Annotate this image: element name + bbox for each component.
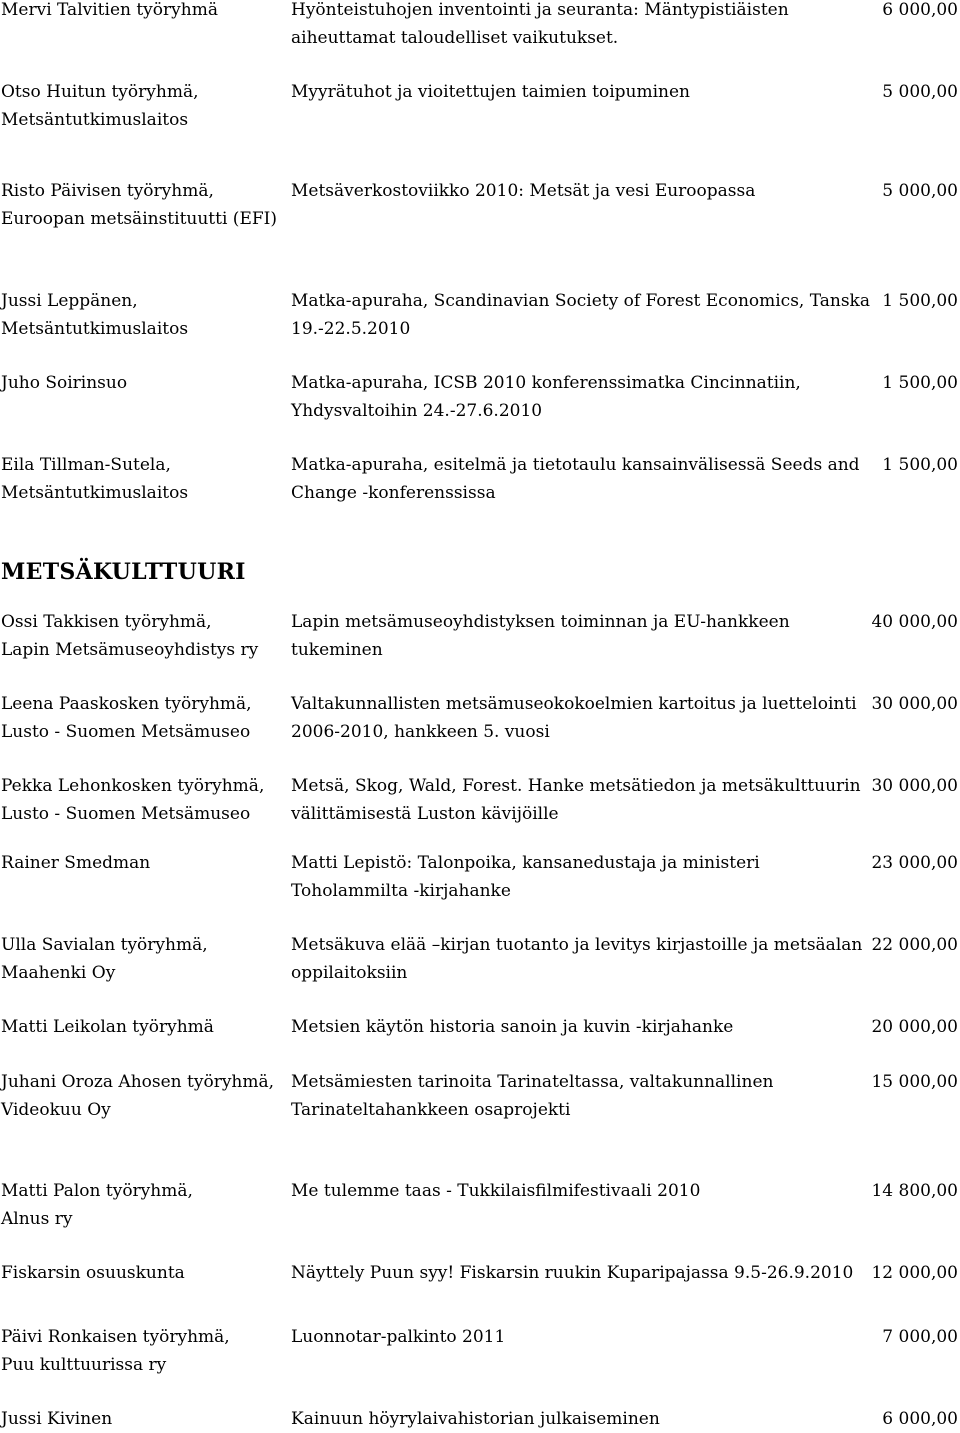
recipient-line: Pekka Lehonkosken työryhmä, xyxy=(1,776,265,796)
project-line: Yhdysvaltoihin 24.-27.6.2010 xyxy=(291,401,543,421)
recipient xyxy=(1,1259,283,1287)
project xyxy=(291,287,870,343)
recipient-line: Eila Tillman-Sutela, xyxy=(1,455,171,475)
project-line: Tarinateltahankkeen osaprojekti xyxy=(291,1100,571,1120)
recipient-line: Rainer Smedman xyxy=(1,853,151,873)
recipient-line: Lapin Metsämuseoyhdistys ry xyxy=(1,640,259,660)
recipient-line: Otso Huitun työryhmä, xyxy=(1,82,199,102)
project-line: Myyrätuhot ja vioitettujen taimien toipuminen xyxy=(291,82,691,102)
recipient xyxy=(1,772,283,828)
grant-amount: 14 800,00 xyxy=(871,1181,958,1201)
recipient-line: Maahenki Oy xyxy=(1,963,116,983)
project xyxy=(291,772,861,828)
grant-amount: 15 000,00 xyxy=(871,1072,958,1092)
recipient-line: Puu kulttuurissa ry xyxy=(1,1355,167,1375)
grant-amount: 1 500,00 xyxy=(882,455,958,475)
recipient-line: Videokuu Oy xyxy=(1,1100,111,1120)
project xyxy=(291,0,846,52)
project-line: välittämisestä Luston kävijöille xyxy=(291,804,559,824)
project xyxy=(291,369,846,425)
project-line: Näyttely Puun syy! Fiskarsin ruukin Kuparipajassa 9.5-26.9.2010 xyxy=(291,1263,854,1283)
project-line: Me tulemme taas - Tukkilaisfilmifestivaali 2010 xyxy=(291,1181,701,1201)
section-heading: METSÄKULTTUURI xyxy=(1,559,246,585)
recipient-line: Alnus ry xyxy=(1,1209,73,1229)
grant-amount: 20 000,00 xyxy=(871,1017,958,1037)
recipient-line: Ossi Takkisen työryhmä, xyxy=(1,612,212,632)
project-line: Lapin metsämuseoyhdistyksen toiminnan ja EU-hankkeen xyxy=(291,612,790,632)
recipient-line: Euroopan metsäinstituutti (EFI) xyxy=(1,209,277,229)
project-line: Matka-apuraha, esitelmä ja tietotaulu kansainvälisessä Seeds and xyxy=(291,455,860,475)
grant-amount: 7 000,00 xyxy=(882,1327,958,1347)
recipient-line: Päivi Ronkaisen työryhmä, xyxy=(1,1327,230,1347)
recipient xyxy=(1,1177,283,1233)
project-line: Hyönteistuhojen inventointi ja seuranta: Mäntypistiäisten xyxy=(291,0,789,20)
project xyxy=(291,849,846,905)
recipient xyxy=(1,690,283,746)
recipient-line: Jussi Leppänen, xyxy=(1,291,138,311)
grant-amount: 1 500,00 xyxy=(882,373,958,393)
project xyxy=(291,1259,854,1287)
project-line: Matka-apuraha, ICSB 2010 konferenssimatka Cincinnatiin, xyxy=(291,373,801,393)
project-line: 19.-22.5.2010 xyxy=(291,319,411,339)
project xyxy=(291,451,860,507)
grant-amount: 6 000,00 xyxy=(882,0,958,20)
recipient-line: Juho Soirinsuo xyxy=(1,373,128,393)
recipient-line: Metsäntutkimuslaitos xyxy=(1,483,189,503)
project xyxy=(291,177,846,205)
recipient xyxy=(1,849,283,877)
project xyxy=(291,608,846,664)
recipient-line: Matti Palon työryhmä, xyxy=(1,1181,193,1201)
project-line: Matti Lepistö: Talonpoika, kansanedustaja ja ministeri xyxy=(291,853,760,873)
grant-amount: 30 000,00 xyxy=(871,776,958,796)
recipient xyxy=(1,1405,283,1433)
recipient-line: Risto Päivisen työryhmä, xyxy=(1,181,214,201)
recipient xyxy=(1,0,283,24)
project xyxy=(291,1068,846,1124)
grant-amount: 30 000,00 xyxy=(871,694,958,714)
recipient-line: Metsäntutkimuslaitos xyxy=(1,319,189,339)
project xyxy=(291,1323,846,1351)
project-line: Valtakunnallisten metsämuseokokoelmien kartoitus ja luettelointi xyxy=(291,694,857,714)
recipient-line: Mervi Talvitien työryhmä xyxy=(1,0,218,20)
project-line: Toholammilta -kirjahanke xyxy=(291,881,511,901)
recipient-line: Matti Leikolan työryhmä xyxy=(1,1017,214,1037)
recipient xyxy=(1,1323,283,1379)
grant-amount: 22 000,00 xyxy=(871,935,958,955)
recipient-line: Lusto - Suomen Metsämuseo xyxy=(1,722,251,742)
recipient-line: Metsäntutkimuslaitos xyxy=(1,110,189,130)
recipient xyxy=(1,287,283,343)
project-line: tukeminen xyxy=(291,640,383,660)
grant-amount: 5 000,00 xyxy=(882,181,958,201)
recipient xyxy=(1,608,283,664)
project xyxy=(291,1405,846,1433)
project-line: Kainuun höyrylaivahistorian julkaiseminen xyxy=(291,1409,660,1429)
recipient xyxy=(1,1068,283,1124)
project-line: Metsäverkostoviikko 2010: Metsät ja vesi Euroopassa xyxy=(291,181,756,201)
grant-amount: 5 000,00 xyxy=(882,82,958,102)
recipient-line: Leena Paaskosken työryhmä, xyxy=(1,694,252,714)
project-line: aiheuttamat taloudelliset vaikutukset. xyxy=(291,28,619,48)
recipient-line: Ulla Savialan työryhmä, xyxy=(1,935,208,955)
project-line: 2006-2010, hankkeen 5. vuosi xyxy=(291,722,550,742)
recipient-line: Juhani Oroza Ahosen työryhmä, xyxy=(1,1072,275,1092)
project xyxy=(291,1013,846,1041)
project xyxy=(291,1177,846,1205)
project-line: Matka-apuraha, Scandinavian Society of Forest Economics, Tanska xyxy=(291,291,870,311)
project-line: Change -konferenssissa xyxy=(291,483,496,503)
recipient xyxy=(1,451,283,507)
project-line: oppilaitoksiin xyxy=(291,963,408,983)
recipient xyxy=(1,1013,283,1041)
project xyxy=(291,931,863,987)
recipient-line: Fiskarsin osuuskunta xyxy=(1,1263,185,1283)
recipient xyxy=(1,177,283,233)
project-line: Metsien käytön historia sanoin ja kuvin -kirjahanke xyxy=(291,1017,734,1037)
project-line: Luonnotar-palkinto 2011 xyxy=(291,1327,506,1347)
project-line: Metsäkuva elää –kirjan tuotanto ja levitys kirjastoille ja metsäalan xyxy=(291,935,863,955)
recipient xyxy=(1,369,283,397)
grant-amount: 1 500,00 xyxy=(882,291,958,311)
recipient xyxy=(1,931,283,987)
recipient-line: Jussi Kivinen xyxy=(1,1409,113,1429)
project-line: Metsä, Skog, Wald, Forest. Hanke metsätiedon ja metsäkulttuurin xyxy=(291,776,861,796)
grant-amount: 12 000,00 xyxy=(871,1263,958,1283)
project-line: Metsämiesten tarinoita Tarinateltassa, valtakunnallinen xyxy=(291,1072,774,1092)
grant-amount: 6 000,00 xyxy=(882,1409,958,1429)
project xyxy=(291,690,857,746)
grant-amount: 23 000,00 xyxy=(871,853,958,873)
grant-amount: 40 000,00 xyxy=(871,612,958,632)
recipient xyxy=(1,78,283,134)
project xyxy=(291,78,846,106)
recipient-line: Lusto - Suomen Metsämuseo xyxy=(1,804,251,824)
